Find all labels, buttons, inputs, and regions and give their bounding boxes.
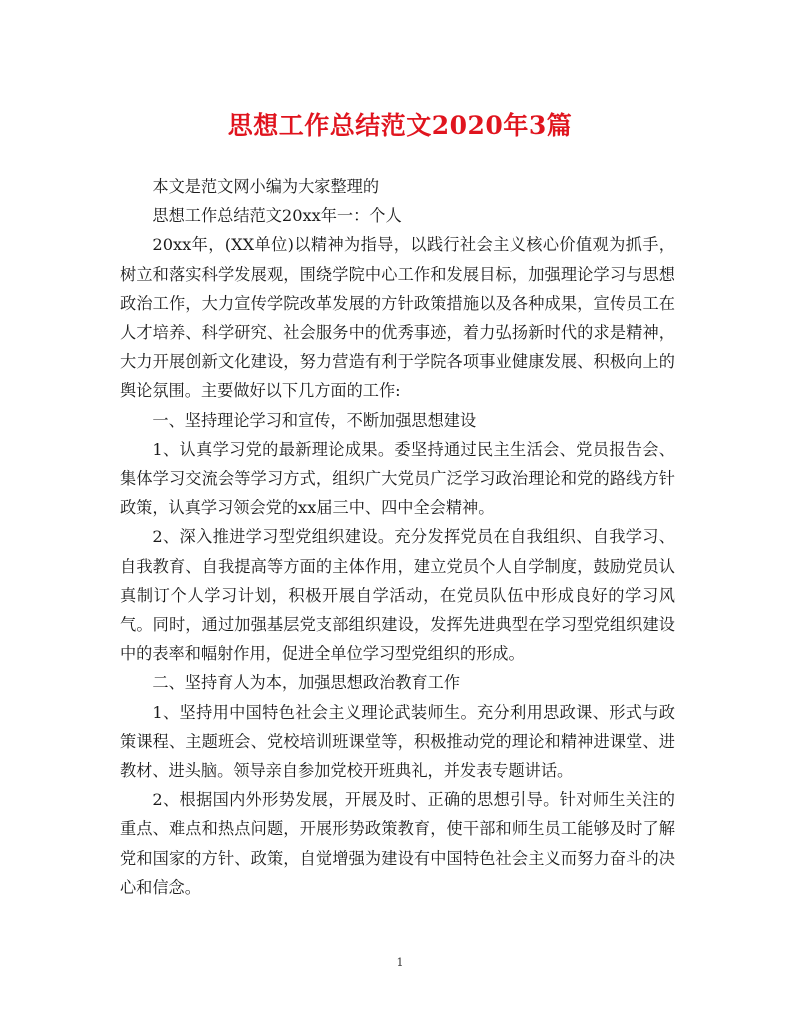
document-title: 思想工作总结范文2020年3篇 — [227, 111, 573, 140]
paragraph-subtitle: 思想工作总结范文20xx年一：个人 — [152, 206, 402, 226]
document-body — [120, 172, 675, 902]
paragraph-2-2: 2、根据国内外形势发展，开展及时、正确的思想引导。针对师生关注的重点、难点和热点问题，开展形势政策教育，使干部和师生员工能够及时了解党和国家的方针、政策，自觉增强为建设有中国特色社会主义而努力奋斗的决心和信念。 — [120, 790, 675, 897]
paragraph-overview: 20xx年，(XX单位)以精神为指导，以践行社会主义核心价值观为抓手，树立和落实科学发展观，围绕学院中心工作和发展目标，加强理论学习与思想政治工作，大力宣传学院改革发展的方针政策措施以及各种成果，宣传员工在人才培养、科学研究、社会服务中的优秀事迹，着力弘扬新时代的求是精神，大力开展创新文化建设，努力营造有利于学院各项事业健康发展、积极向上的舆论氛围。主要做好以下几方面的工作: — [120, 235, 675, 401]
page-number: 1 — [396, 956, 404, 969]
paragraph-1-2: 2、深入推进学习型党组织建设。充分发挥党员在自我组织、自我学习、自我教育、自我提高等方面的主体作用，建立党员个人自学制度，鼓励党员认真制订个人学习计划，积极开展自学活动，在党员队伍中形成良好的学习风气。同时，通过加强基层党支部组织建设，发挥先进典型在学习型党组织建设中的表率和幅射作用，促进全单位学习型党组织的形成。 — [120, 527, 675, 664]
section-heading-2: 二、坚持育人为本，加强思想政治教育工作 — [152, 673, 460, 693]
section-heading-1: 一、坚持理论学习和宣传，不断加强思想建设 — [152, 410, 477, 430]
paragraph-intro: 本文是范文网小编为大家整理的 — [152, 177, 380, 196]
paragraph-2-1: 1、坚持用中国特色社会主义理论武装师生。充分利用思政课、形式与政策课程、主题班会、党校培训班课堂等，积极推动党的理论和精神进课堂、进教材、进头脑。领导亲自参加党校开班典礼，并发表专题讲话。 — [120, 702, 675, 781]
paragraph-1-1: 1、认真学习党的最新理论成果。委坚持通过民主生活会、党员报告会、集体学习交流会等学习方式，组织广大党员广泛学习政治理论和党的路线方针政策，认真学习领会党的xx届三中、四中全会精神。 — [120, 439, 675, 518]
